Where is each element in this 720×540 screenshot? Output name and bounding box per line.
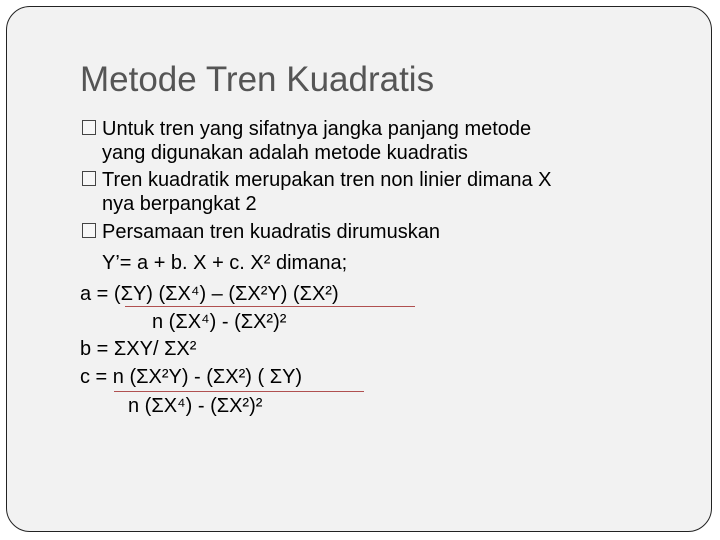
bullet-box-icon <box>82 223 96 238</box>
slide-title: Metode Tren Kuadratis <box>80 60 435 99</box>
bullet-1-line-1: Untuk tren yang sifatnya jangka panjang metode <box>102 118 532 140</box>
bullet-3-line-2: Y’= a + b. X + c. X² dimana; <box>102 252 348 274</box>
bullet-3-line-1: Persamaan tren kuadratis dirumuskan <box>102 221 440 243</box>
bullet-box-icon <box>82 171 96 186</box>
formula-c-numerator: c = n (ΣX²Y) - (ΣX²) ( ΣY) <box>80 366 303 388</box>
bullet-box-icon <box>82 120 96 135</box>
bullet-2-line-1: Tren kuadratik merupakan tren non linier dimana X <box>102 169 552 191</box>
formula-a-fraction-line <box>125 306 415 307</box>
formula-c-denominator: n (ΣX⁴) - (ΣX²)² <box>128 395 263 417</box>
bullet-2-line-2: nya berpangkat 2 <box>102 193 257 215</box>
formula-b: b = ΣXY/ ΣX² <box>80 338 197 360</box>
formula-a-denominator: n (ΣX⁴) - (ΣX²)² <box>152 311 287 333</box>
formula-c-fraction-line <box>114 391 364 392</box>
formula-a-numerator: a = (ΣY) (ΣX⁴) – (ΣX²Y) (ΣX²) <box>80 283 339 305</box>
bullet-1-line-2: yang digunakan adalah metode kuadratis <box>102 142 468 164</box>
